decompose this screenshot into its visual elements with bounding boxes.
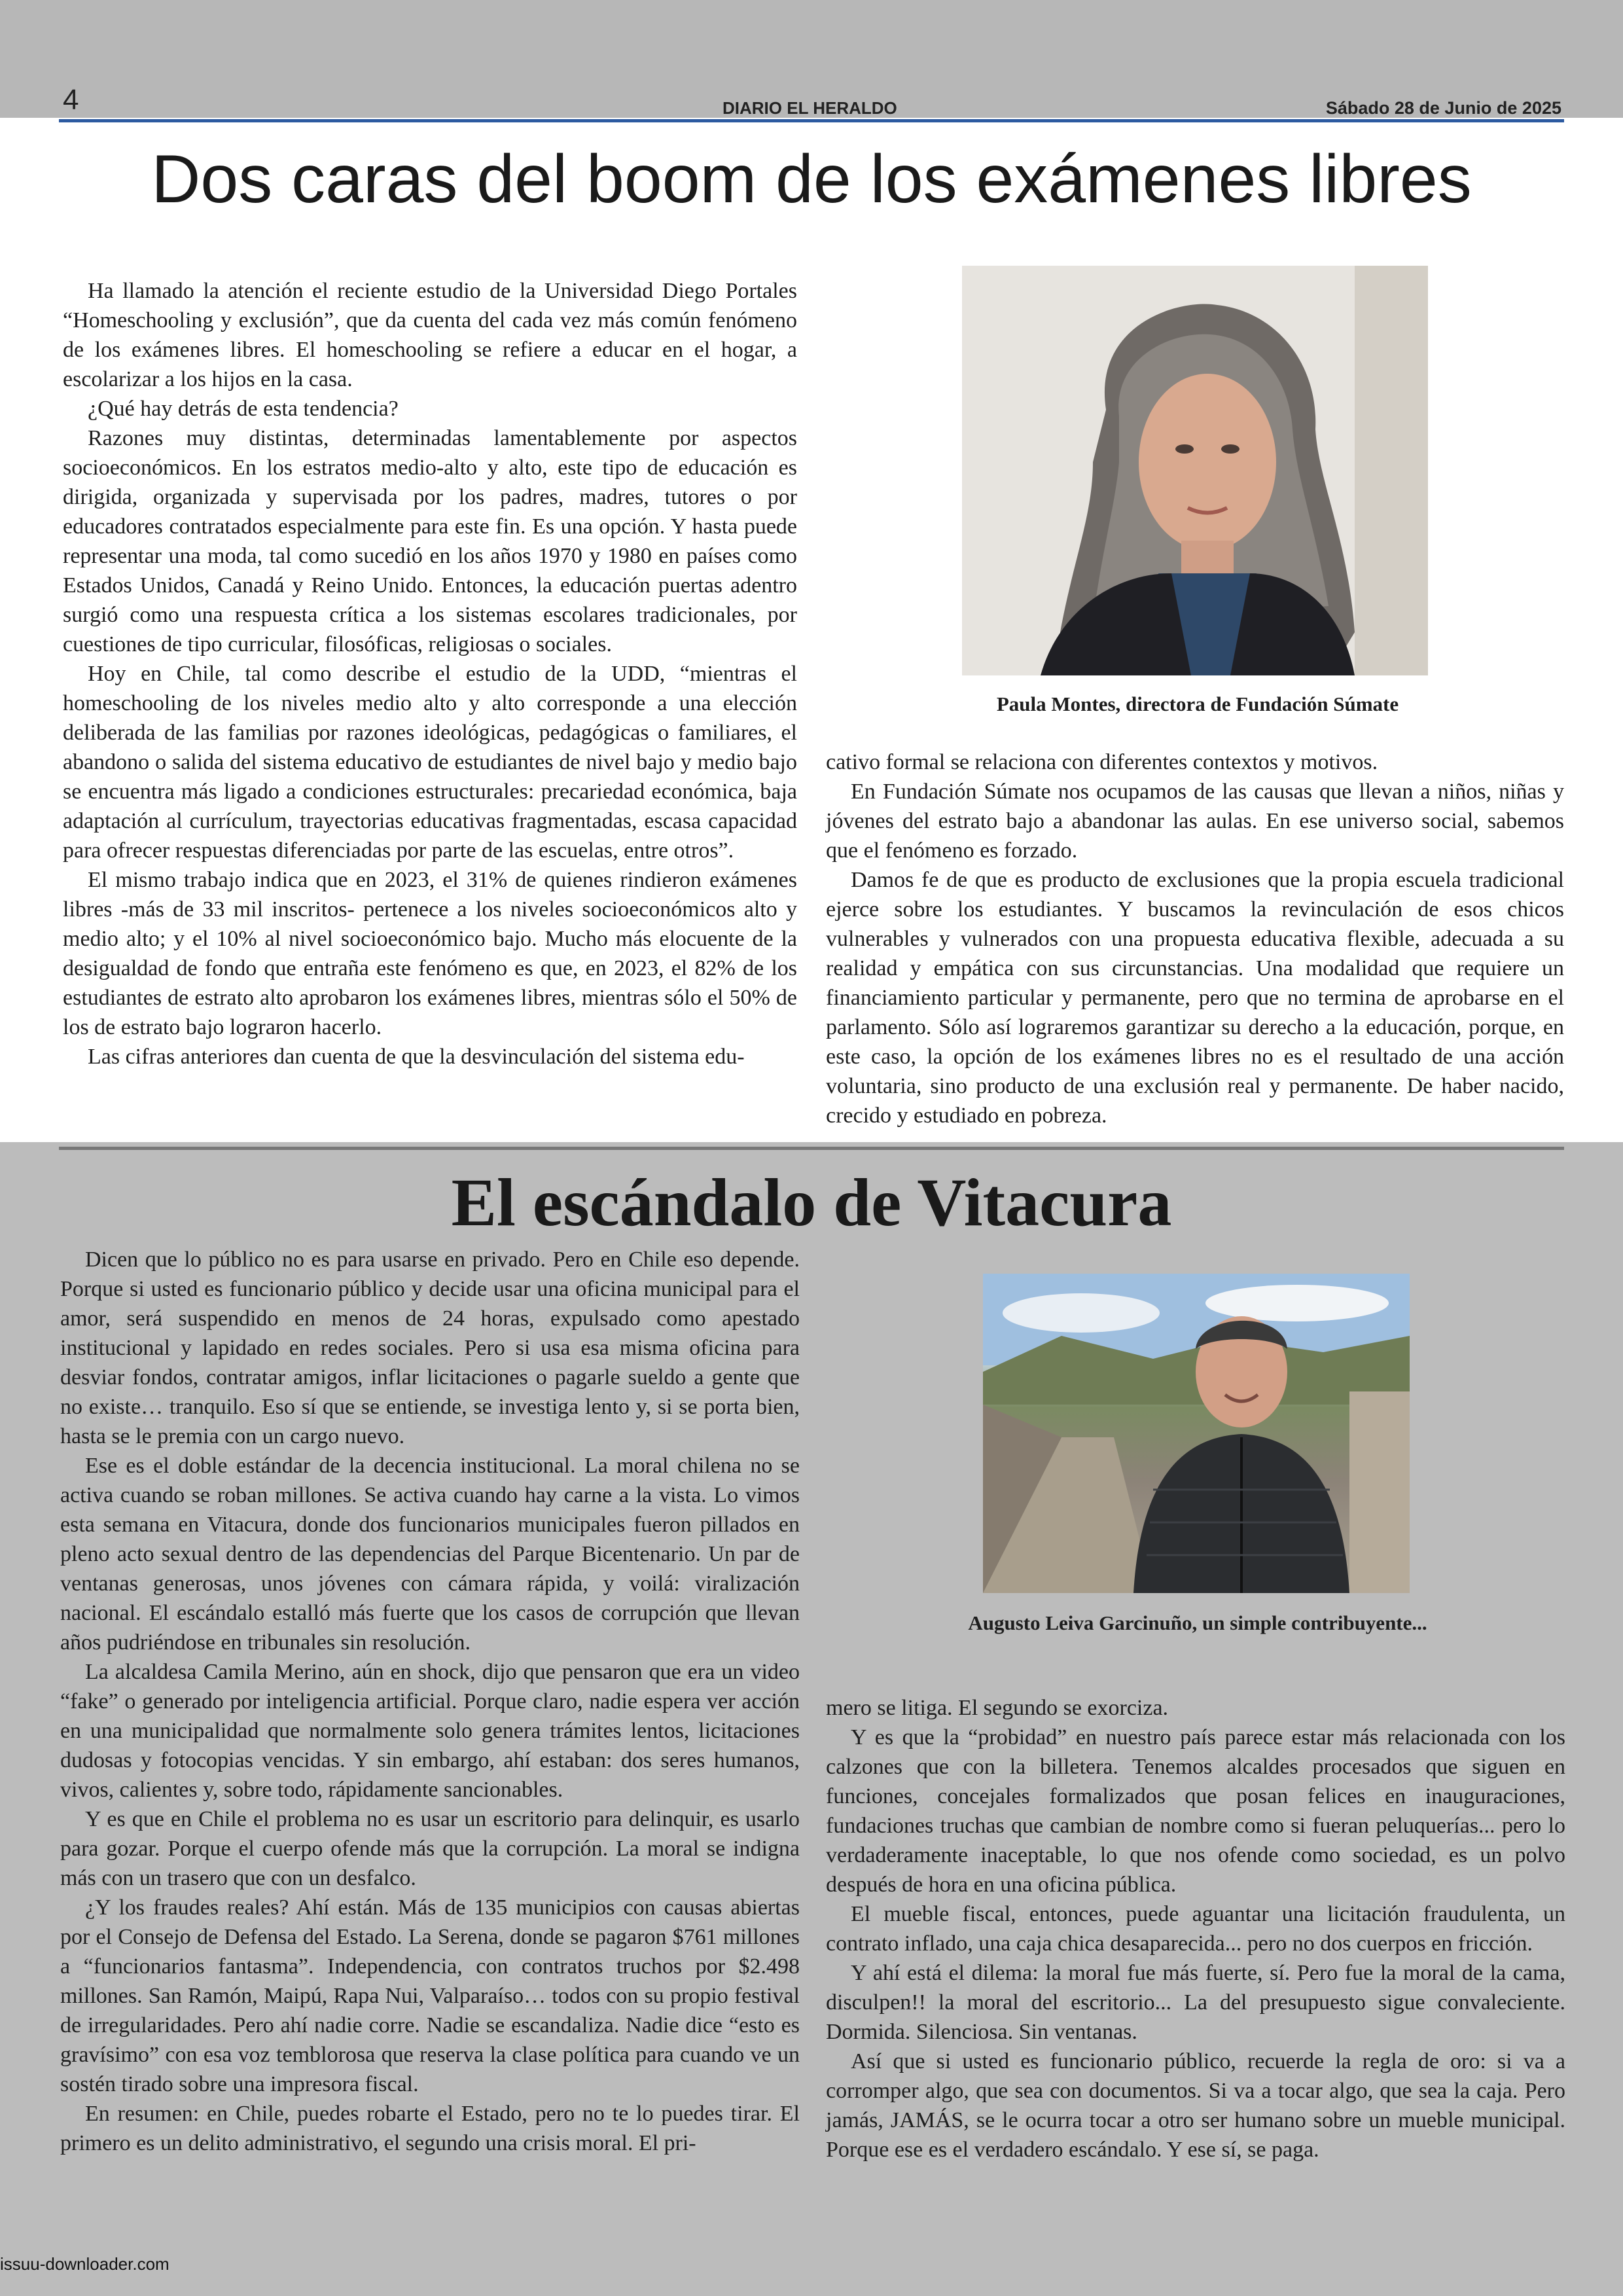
article2-column-left — [60, 1245, 800, 2158]
article-paragraph: Y es que la “probidad” en nuestro país parece estar más relacionada con los calzones que con la billetera. Tenemos alcaldes procesados que siguen en funciones, concejales formalizados que posan felices en inauguraciones, fundaciones truchas que cambian de nombre como si fueran peluquerías... pero lo verdaderamente inaceptable, lo que nos ofende como sociedad, es un polvo después de hora en una oficina pública. — [826, 1725, 1565, 1897]
article-paragraph: ¿Qué hay detrás de esta tendencia? — [88, 397, 399, 421]
article2-headline: El escándalo de Vitacura — [451, 1165, 1172, 1240]
article-paragraph: El mueble fiscal, entonces, puede aguantar una licitación fraudulenta, un contrato inflado, una caja chica desaparecida... pero no dos cuerpos en fricción. — [826, 1902, 1565, 1956]
article-paragraph: Las cifras anteriores dan cuenta de que la desvinculación del sistema edu- — [88, 1045, 745, 1069]
article1-column-left — [63, 276, 797, 1071]
article-paragraph: Y ahí está el dilema: la moral fue más fuerte, sí. Pero fue la moral de la cama, disculpen!! la moral del escritorio... La del presupuesto sigue convaleciente. Dormida. Silenciosa. Sin ventanas. — [826, 1961, 1565, 2044]
issue-date: Sábado 28 de Junio de 2025 — [1325, 98, 1561, 118]
article-paragraph: Así que si usted es funcionario público, recuerde la regla de oro: si va a corromper algo, que sea con documentos. Si va a tocar algo, que sea la caja. Pero jamás, JAMÁS, se le ocurra tocar a otro ser humano sobre un mueble municipal. Porque ese es el verdadero escándalo. Y ese sí, se paga. — [826, 2049, 1565, 2162]
photo-caption-paula-montes: Paula Montes, directora de Fundación Súmate — [996, 692, 1399, 715]
article-paragraph: En Fundación Súmate nos ocupamos de las causas que llevan a niños, niñas y jóvenes del estrato bajo a abandonar las aulas. En ese universo social, sabemos que el fenómeno es forzado. — [826, 780, 1564, 863]
article-paragraph: Ese es el doble estándar de la decencia institucional. La moral chilena no se activa cuando se roban millones. Se activa cuando hay carne a la vista. Lo vimos esta semana en Vitacura, donde dos funcionarios municipales fueron pillados en pleno acto sexual dentro de las dependencias del Parque Bicentenario. Un par de ventanas generosas, unos jóvenes con cámara rápida, y voilá: viralización nacional. El escándalo estalló más fuerte que los casos de corrupción que llevan años pudriéndose en tribunales sin resolución. — [60, 1454, 800, 1655]
author-photo-augusto-leiva — [983, 1274, 1410, 1593]
article1-headline: Dos caras del boom de los exámenes libres — [151, 141, 1472, 217]
article-paragraph: Damos fe de que es producto de exclusiones que la propia escuela tradicional ejerce sobre los estudiantes. Y buscamos la revinculación de esos chicos vulnerables y vulnerados con una propuesta educativa flexible, adecuada a su realidad y empática con sus circunstancias. Una modalidad que requiere un financiamiento particular y permanente, pero que no termina de aprobarse en el parlamento. Sólo así lograremos garantizar su derecho a la educación, porque, en este caso, la opción de los exámenes libres no es el resultado de una acción voluntaria, sino producto de una exclusión real y permanente. De haber nacido, crecido y estudiado en pobreza. — [826, 868, 1564, 1128]
article-divider — [59, 1147, 1564, 1150]
article-paragraph: Hoy en Chile, tal como describe el estudio de la UDD, “mientras el homeschooling de los niveles medio alto y alto corresponde a una elección deliberada de las familias por razones ideológicas, pedagógicas o familiares, el abandono o salida del sistema educativo de estudiantes de nivel bajo y medio bajo se encuentra más ligado a condiciones estructurales: precariedad económica, baja adaptación al currículum, trayectorias educativas fragmentadas, escasa capacidad para ofrecer respuestas diferenciadas por parte de las escuelas, entre otros”. — [63, 662, 797, 863]
page-number: 4 — [63, 84, 79, 116]
header-rule — [59, 119, 1564, 122]
article-paragraph: cativo formal se relaciona con diferentes contextos y motivos. — [826, 750, 1378, 774]
article-paragraph: mero se litiga. El segundo se exorciza. — [826, 1696, 1169, 1720]
article-paragraph: Dicen que lo público no es para usarse en privado. Pero en Chile eso depende. Porque si usted es funcionario público y decide usar una oficina municipal para el amor, será suspendido en menos de 24 horas, expulsado como apestado institucional y lapidado en redes sociales. Pero si usa esa misma oficina para desviar fondos, contratar amigos, inflar licitaciones o pagarle sueldo a gente que no existe… tranquilo. Eso sí que se entiende, se investiga lento y, si se porta bien, hasta se le premia con un cargo nuevo. — [60, 1247, 800, 1448]
portrait-woman-image — [962, 266, 1428, 675]
author-photo-paula-montes — [962, 266, 1428, 675]
article-paragraph: La alcaldesa Camila Merino, aún en shock, dijo que pensaron que era un video “fake” o generado por inteligencia artificial. Porque claro, nadie espera ver acción en una municipalidad que normalmente solo genera trámites lentos, licitaciones dudosas y fotocopias vencidas. Y sin embargo, ahí estaban: dos seres humanos, vivos, calientes y, sobre todo, rápidamente sancionables. — [60, 1660, 800, 1802]
article-paragraph: Razones muy distintas, determinadas lamentablemente por aspectos socioeconómicos. En los estratos medio-alto y alto, este tipo de educación es dirigida, organizada y supervisada por los padres, madres, tutores o por educadores contratados especialmente para este fin. Es una opción. Y hasta puede representar una moda, tal como sucedió en los años 1970 y 1980 en países como Estados Unidos, Canadá y Reino Unido. Entonces, la educación puertas adentro surgió como una respuesta crítica a los sistemas escolares tradicionales, por cuestiones de tipo curricular, filosóficas, religiosas o sociales. — [63, 426, 797, 656]
article-paragraph: ¿Y los fraudes reales? Ahí están. Más de 135 municipios con causas abiertas por el Consejo de Defensa del Estado. La Serena, donde se pagaron $761 millones a “funcionarios fantasma”. Independencia, con contratos truchos por $2.498 millones. San Ramón, Maipú, Rapa Nui, Valparaíso… todos con su propio festival de irregularidades. Pero ahí nadie corre. Nadie se escandaliza. Nadie dice “esto es gravísimo” con esa voz temblorosa que reserva la clase política para cuando ve un sostén tirado sobre una impresora fiscal. — [60, 1895, 800, 2096]
article2-column-right — [826, 1693, 1565, 2164]
watermark-text: issuu-downloader.com — [0, 2254, 169, 2274]
article-paragraph: Y es que en Chile el problema no es usar un escritorio para delinquir, es usarlo para gozar. Porque el cuerpo ofende más que la corrupción. La moral se indigna más con un trasero que con un desfalco. — [60, 1807, 800, 1890]
photo-caption-augusto-leiva: Augusto Leiva Garcinuño, un simple contribuyente... — [968, 1611, 1427, 1634]
article-paragraph: El mismo trabajo indica que en 2023, el 31% de quienes rindieron exámenes libres -más de 33 mil inscritos- pertenece a los niveles socioeconómicos alto y medio alto; y el 10% al nivel socioeconómico bajo. Mucho más elocuente de la desigualdad de fondo que entraña este fenómeno es que, en 2023, el 82% de los estudiantes de estrato alto aprobaron los exámenes libres, mientras sólo el 50% de los de estrato bajo lograron hacerlo. — [63, 868, 797, 1039]
article-paragraph: En resumen: en Chile, puedes robarte el Estado, pero no te lo puedes tirar. El primero es un delito administrativo, el segundo una crisis moral. El pri- — [60, 2102, 800, 2155]
newspaper-name: DIARIO EL HERALDO — [722, 98, 897, 118]
portrait-man-bridge-image — [983, 1274, 1410, 1593]
article-paragraph: Ha llamado la atención el reciente estudio de la Universidad Diego Portales “Homeschooling y exclusión”, que da cuenta del cada vez más común fenómeno de los exámenes libres. El homeschooling se refiere a educar en el hogar, a escolarizar a los hijos en la casa. — [63, 279, 797, 391]
article1-column-right — [826, 747, 1564, 1130]
